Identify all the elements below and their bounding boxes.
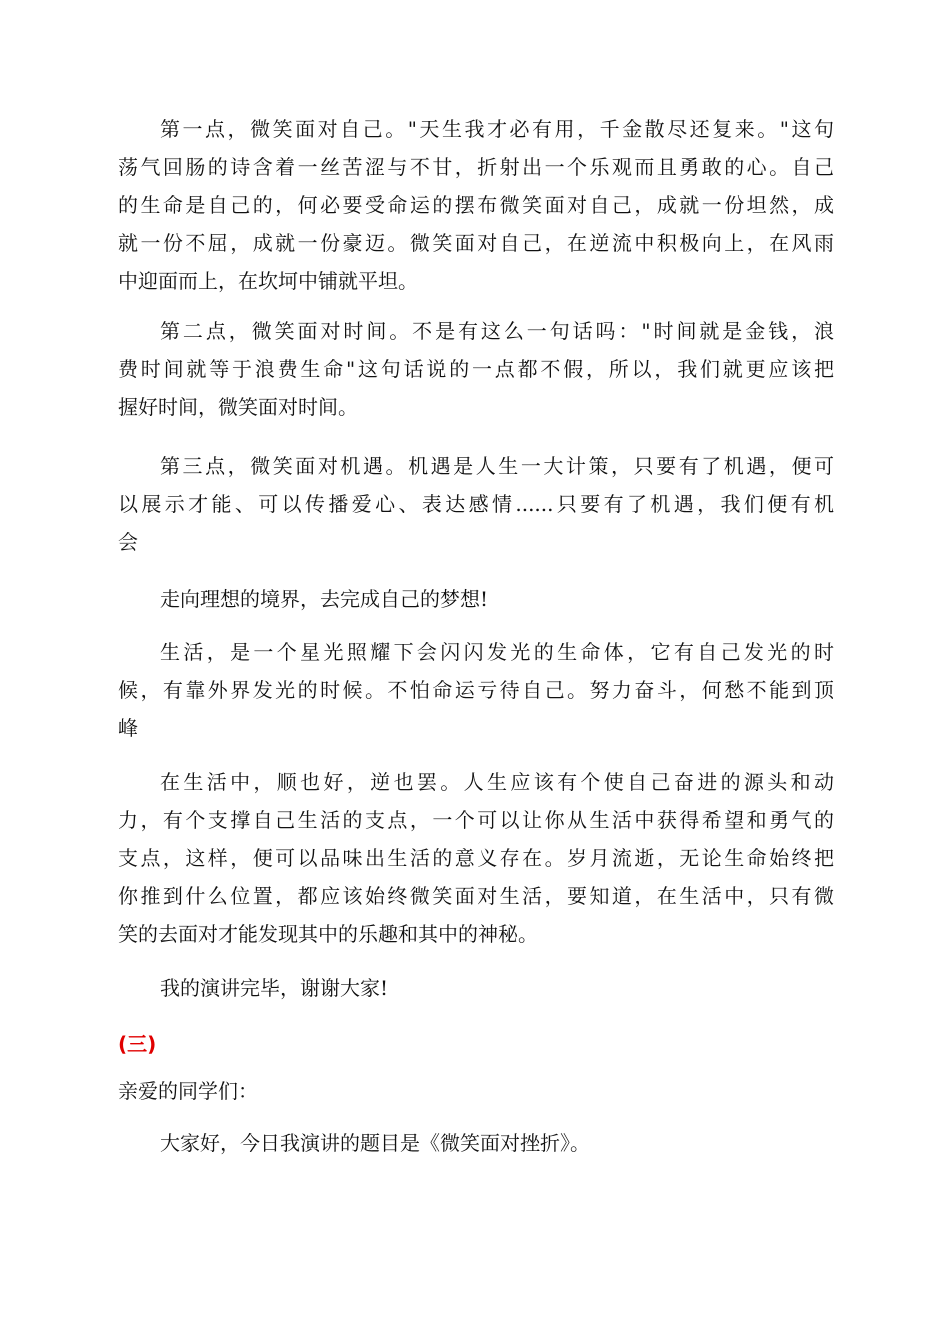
opening-block [118,1130,834,1160]
opening-line: 大家好，今日我演讲的题目是《微笑面对挫折》。 [160,1131,590,1155]
paragraph-in-life [118,769,834,949]
text-line: 费时间就等于浪费生命"这句话说的一点都不假，所以，我们就更应该把 [118,357,834,381]
text-line: 以展示才能、可以传播爱心、表达感情......只要有了机遇，我们便有机 [118,492,834,516]
text-line: 力，有个支撑自己生活的支点，一个可以让你从生活中获得希望和勇气的 [118,808,834,832]
text-line: 峰 [118,716,138,740]
text-line: 第一点，微笑面对自己。"天生我才必有用，千金散尽还复来。"这句 [160,117,834,141]
text-line: 你推到什么位置，都应该始终微笑面对生活，要知道，在生活中，只有微 [118,884,834,908]
text-line: 握好时间，微笑面对时间。 [118,395,358,419]
paragraph-closing [118,975,834,1005]
section-heading: (三) [118,1032,157,1056]
paragraph-point-two [118,318,834,428]
paragraph-point-one [118,116,834,296]
text-line: 会 [118,530,138,554]
text-line: 走向理想的境界，去完成自己的梦想! [160,587,489,611]
text-line: 的生命是自己的，何必要受命运的摆布微笑面对自己，成就一份坦然，成 [118,193,834,217]
text-line: 第二点，微笑面对时间。不是有这么一句话吗："时间就是金钱，浪 [160,319,834,343]
text-line: 笑的去面对才能发现其中的乐趣和其中的神秘。 [118,922,538,946]
salutation-block [118,1078,834,1108]
text-line: 中迎面而上，在坎坷中铺就平坦。 [118,269,418,293]
text-line: 就一份不屈，成就一份豪迈。微笑面对自己，在逆流中积极向上，在风雨 [118,231,834,255]
paragraph-life [118,639,834,749]
salutation: 亲爱的同学们： [118,1079,258,1103]
text-line: 第三点，微笑面对机遇。机遇是人生一大计策，只要有了机遇，便可 [160,454,834,478]
text-line: 我的演讲完毕，谢谢大家! [160,976,389,1000]
text-line: 候，有靠外界发光的时候。不怕命运亏待自己。努力奋斗，何愁不能到顶 [118,678,834,702]
paragraph-point-three [118,453,834,563]
text-line: 在生活中，顺也好，逆也罢。人生应该有个使自己奋进的源头和动 [160,770,834,794]
text-line: 荡气回肠的诗含着一丝苦涩与不甘，折射出一个乐观而且勇敢的心。自己 [118,155,834,179]
paragraph-continuation [118,586,834,616]
text-line: 支点，这样，便可以品味出生活的意义存在。岁月流逝，无论生命始终把 [118,846,834,870]
text-line: 生活，是一个星光照耀下会闪闪发光的生命体，它有自己发光的时 [160,640,834,664]
